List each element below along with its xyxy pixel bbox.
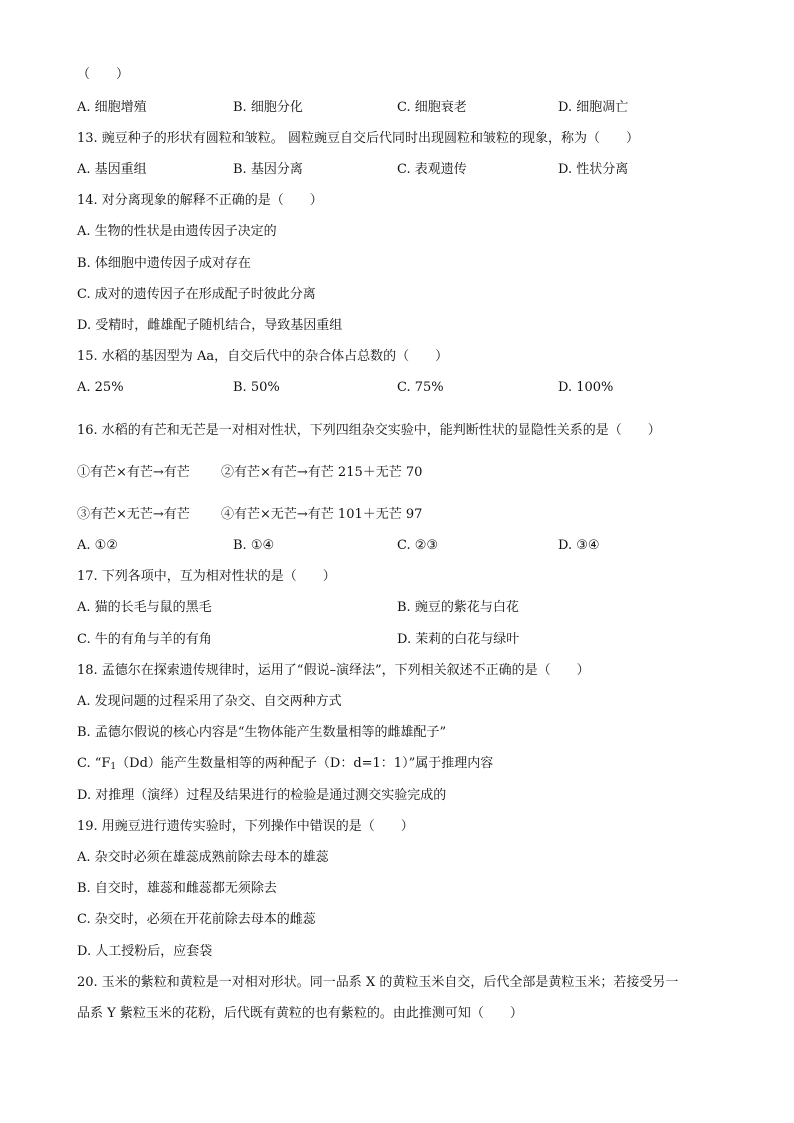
q17-option-c: C. 牛的有角与羊的有角	[77, 632, 212, 647]
q12-option-b: B. 细胞分化	[233, 100, 303, 115]
question-12-bracket: （ ）	[77, 67, 130, 82]
q12-option-d: D. 细胞凋亡	[558, 100, 629, 115]
q18-option-c-subscript: 1	[110, 762, 117, 772]
q19-option-b: B. 自交时，雄蕊和雌蕊都无须除去	[77, 881, 277, 896]
question-17-stem: 17. 下列各项中，互为相对性状的是（ ）	[77, 569, 336, 584]
q15-option-b: B. 50%	[233, 380, 280, 395]
q16-option-c: C. ②③	[397, 538, 439, 553]
question-18-stem: 18. 孟德尔在探索遗传规律时，运用了“假说–演绎法”，下列相关叙述不正确的是（ ）	[77, 663, 590, 678]
q15-option-d: D. 100%	[558, 380, 614, 395]
q16-cross-4: ④有芒×无芒→有芒 101＋无芒 97	[221, 507, 423, 522]
q17-option-b: B. 豌豆的紫花与白花	[397, 600, 519, 615]
question-16-stem: 16. 水稻的有芒和无芒是一对相对性状，下列四组杂交实验中，能判断性状的显隐性关系的是（ ）	[77, 423, 661, 438]
question-14-stem: 14. 对分离现象的解释不正确的是（ ）	[77, 193, 323, 208]
question-19-stem: 19. 用豌豆进行遗传实验时，下列操作中错误的是（ ）	[77, 819, 414, 834]
q14-option-c: C. 成对的遗传因子在形成配子时彼此分离	[77, 287, 316, 302]
q16-option-b: B. ①④	[233, 538, 275, 553]
question-15-stem: 15. 水稻的基因型为 Aa，自交后代中的杂合体占总数的（ ）	[77, 349, 449, 364]
question-13-stem: 13. 豌豆种子的形状有圆粒和皱粒。 圆粒豌豆自交后代同时出现圆粒和皱粒的现象，称为（ ）	[77, 131, 639, 146]
q18-option-b: B. 孟德尔假说的核心内容是“生物体能产生数量相等的雌雄配子”	[77, 725, 447, 740]
q18-option-d: D. 对推理（演绎）过程及结果进行的检验是通过测交实验完成的	[77, 788, 447, 803]
q17-option-d: D. 茉莉的白花与绿叶	[397, 632, 520, 647]
q19-option-c: C. 杂交时，必须在开花前除去母本的雌蕊	[77, 912, 316, 927]
q13-option-c: C. 表观遗传	[397, 162, 467, 177]
q18-option-c	[77, 755, 493, 776]
q18-option-c-prefix: C. “F	[77, 756, 111, 771]
question-20-stem-line-2: 品系 Y 紫粒玉米的花粉，后代既有黄粒的也有紫粒的。由此推测可知（ ）	[77, 1006, 523, 1021]
q12-option-c: C. 细胞衰老	[397, 100, 467, 115]
q19-option-a: A. 杂交时必须在雄蕊成熟前除去母本的雄蕊	[77, 850, 329, 865]
q14-option-a: A. 生物的性状是由遗传因子决定的	[77, 224, 277, 239]
q13-option-d: D. 性状分离	[558, 162, 629, 177]
q15-option-a: A. 25%	[77, 380, 124, 395]
q14-option-d: D. 受精时，雌雄配子随机结合，导致基因重组	[77, 318, 343, 333]
q18-option-c-rest: （Dd）能产生数量相等的两种配子（D：d=1：1）”属于推理内容	[116, 756, 494, 771]
q18-option-a: A. 发现问题的过程采用了杂交、自交两种方式	[77, 694, 342, 709]
q12-option-a: A. 细胞增殖	[77, 100, 147, 115]
q15-option-c: C. 75%	[397, 380, 444, 395]
q16-cross-2: ②有芒×有芒→有芒 215＋无芒 70	[221, 465, 423, 480]
q19-option-d: D. 人工授粉后，应套袋	[77, 944, 213, 959]
q17-option-a: A. 猫的长毛与鼠的黑毛	[77, 600, 212, 615]
q16-option-a: A. ①②	[77, 538, 118, 553]
q14-option-b: B. 体细胞中遗传因子成对存在	[77, 256, 251, 271]
question-20-stem-line-1: 20. 玉米的紫粒和黄粒是一对相对形状。同一品系 X 的黄粒玉米自交，后代全部是黄粒玉米；若接受另一	[77, 975, 679, 990]
q16-option-d: D. ③④	[558, 538, 600, 553]
q16-cross-1: ①有芒×有芒→有芒	[77, 465, 190, 480]
q13-option-a: A. 基因重组	[77, 162, 147, 177]
q16-cross-3: ③有芒×无芒→有芒	[77, 507, 190, 522]
q13-option-b: B. 基因分离	[233, 162, 303, 177]
